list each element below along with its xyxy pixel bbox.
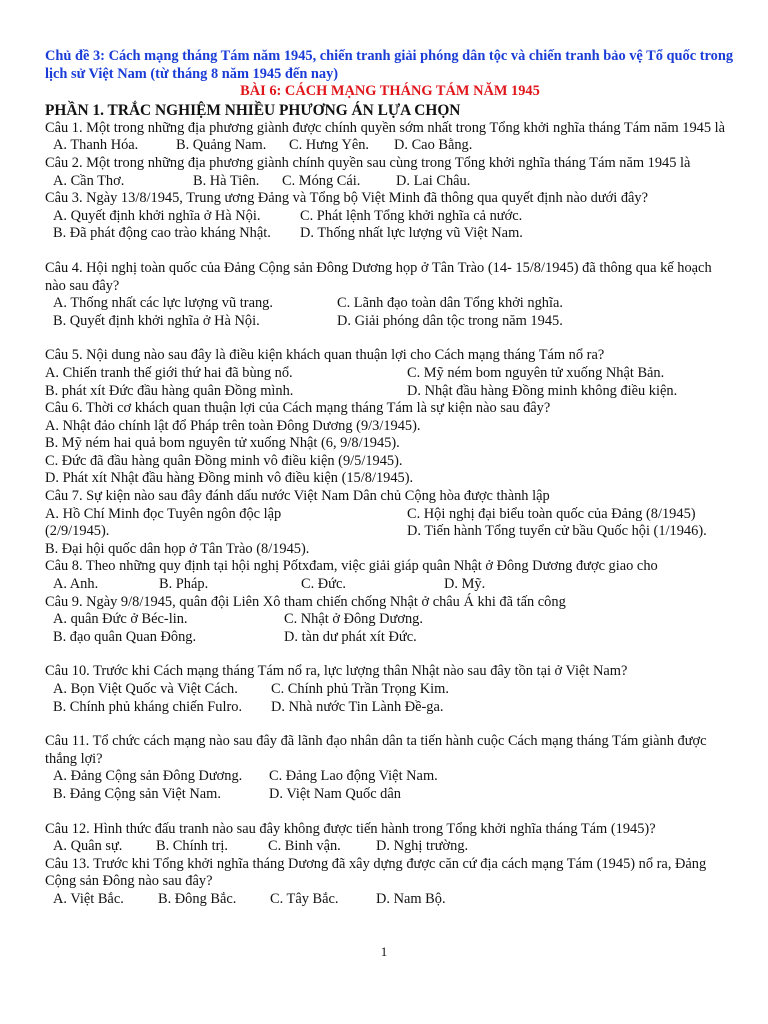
option: A. Hồ Chí Minh đọc Tuyên ngôn độc lập: [45, 505, 282, 522]
options-row: [45, 383, 735, 401]
question-13: Câu 13. Trước khi Tổng khởi nghĩa tháng Dương đã xây dựng được căn cứ địa cách mạng Tám (1945) nổ ra, Đảng Cộng sản Đông nào sau đây?: [45, 855, 707, 890]
options-row: [45, 225, 735, 243]
option: A. Việt Bắc.: [53, 890, 124, 907]
option: C. Móng Cái.: [282, 172, 361, 189]
option: A. Đảng Cộng sản Đông Dương.: [53, 768, 243, 785]
question-11: Câu 11. Tổ chức cách mạng nào sau đây đã lãnh đạo nhân dân ta tiến hành cuộc Cách mạng tháng Tám giành được thắng lợi?: [45, 733, 707, 767]
page-number: 1: [380, 944, 388, 959]
option: B. phát xít Đức đầu hàng quân Đồng mình.: [45, 382, 294, 399]
option: C. Đảng Lao động Việt Nam.: [269, 768, 438, 785]
option: D. Thống nhất lực lượng vũ Việt Nam.: [300, 225, 523, 242]
option: B. Đã phát động cao trào kháng Nhật.: [53, 225, 271, 242]
part-heading: PHẦN 1. TRẮC NGHIỆM NHIỀU PHƯƠNG ÁN LỰA CHỌN: [45, 101, 461, 119]
option: D. Tiến hành Tổng tuyển cử bầu Quốc hội (1/1946).: [407, 523, 707, 540]
option: D. Cao Bằng.: [394, 137, 473, 154]
options-row: [45, 611, 735, 629]
options-row: [45, 506, 735, 524]
option: B. Mỹ ném hai quả bom nguyên tử xuống Nhật (6, 9/8/1945).: [45, 435, 400, 452]
option: C. Phát lệnh Tổng khởi nghĩa cả nước.: [300, 207, 523, 224]
question-7: Câu 7. Sự kiện nào sau đây đánh dấu nước Việt Nam Dân chủ Cộng hòa được thành lập: [45, 488, 550, 505]
question-10: Câu 10. Trước khi Cách mạng tháng Tám nổ ra, lực lượng thân Nhật nào sau đây tồn tại ở Việt Nam?: [45, 663, 628, 680]
options-row: [45, 786, 735, 804]
options-row: [45, 295, 735, 313]
question-12: Câu 12. Hình thức đấu tranh nào sau đây không được tiến hành trong Tổng khởi nghĩa tháng Tám (1945)?: [45, 820, 656, 837]
option: B. Chính trị.: [156, 838, 228, 855]
options-row: [45, 173, 735, 191]
option: C. Binh vận.: [268, 838, 341, 855]
option: D. Nhật đầu hàng Đồng minh không điều kiện.: [407, 382, 678, 399]
option: B. Hà Tiên.: [193, 172, 260, 189]
options-row: [45, 891, 735, 909]
option: B. Chính phủ kháng chiến Fulro.: [53, 698, 243, 715]
options-row: [45, 313, 735, 331]
option: C. Đức.: [301, 576, 346, 593]
option: B. Đảng Cộng sản Việt Nam.: [53, 785, 221, 802]
option: D. Phát xít Nhật đầu hàng Đồng minh vô điều kiện (15/8/1945).: [45, 470, 414, 487]
lesson-title: BÀI 6: CÁCH MẠNG THÁNG TÁM NĂM 1945: [240, 83, 540, 100]
options-row: [45, 365, 735, 383]
page-content: [45, 48, 735, 909]
option: C. Đức đã đầu hàng quân Đồng minh vô điều kiện (9/5/1945).: [45, 452, 403, 469]
option: B. Quảng Nam.: [176, 137, 267, 154]
option: A. Bọn Việt Quốc và Việt Cách.: [53, 681, 238, 697]
question-3: Câu 3. Ngày 13/8/1945, Trung ương Đảng và Tổng bộ Việt Minh đã thông qua quyết định nào dưới đây?: [45, 190, 648, 207]
option: B. Đại hội quốc dân họp ở Tân Trào (8/1945).: [45, 540, 310, 557]
option: B. Quyết định khởi nghĩa ở Hà Nội.: [53, 312, 260, 329]
option: C. Hưng Yên.: [289, 137, 370, 154]
option: A. quân Đức ở Béc-lin.: [53, 611, 188, 628]
option: B. đạo quân Quan Đông.: [53, 628, 197, 645]
options-row: [45, 629, 735, 647]
option: B. Pháp.: [159, 576, 209, 593]
option: D. Giải phóng dân tộc trong năm 1945.: [337, 312, 563, 329]
option: C. Nhật ở Đông Dương.: [284, 611, 423, 628]
question-2: Câu 2. Một trong những địa phương giành chính quyền sau cùng trong Tổng khởi nghĩa tháng Tám năm 1945 là: [45, 154, 691, 171]
options-row: [45, 208, 735, 226]
options-row: [45, 137, 735, 155]
question-8: Câu 8. Theo những quy định tại hội nghị Pốtxđam, việc giải giáp quân Nhật ở Đông Dương được giao cho: [45, 558, 658, 575]
option: A. Cần Thơ.: [53, 172, 125, 189]
question-5: Câu 5. Nội dung nào sau đây là điều kiện khách quan thuận lợi cho Cách mạng tháng Tám nổ ra?: [45, 347, 605, 364]
question-4: Câu 4. Hội nghị toàn quốc của Đảng Cộng sản Đông Dương họp ở Tân Trào (14- 15/8/1945) đã thông qua kế hoạch nào sau đây?: [45, 259, 712, 294]
option: C. Tây Bắc.: [270, 890, 339, 907]
option: D. Mỹ.: [444, 576, 486, 593]
option: A. Quyết định khởi nghĩa ở Hà Nội.: [53, 207, 261, 224]
option: B. Đông Bắc.: [158, 890, 237, 907]
option: D. Việt Nam Quốc dân: [269, 785, 401, 802]
option: D. tàn dư phát xít Đức.: [284, 628, 417, 645]
options-row: [45, 838, 735, 856]
option: A. Nhật đảo chính lật đổ Pháp trên toàn Đông Dương (9/3/1945).: [45, 417, 421, 434]
option: (2/9/1945).: [45, 523, 110, 540]
option: D. Lai Châu.: [396, 172, 471, 189]
options-row: [45, 699, 735, 717]
option: C. Mỹ ném bom nguyên tử xuống Nhật Bản.: [407, 364, 665, 381]
options-row: [45, 523, 735, 541]
options-row: [45, 681, 735, 699]
option: C. Chính phủ Trần Trọng Kim.: [271, 681, 449, 697]
option: D. Nam Bộ.: [376, 890, 446, 907]
option: A. Chiến tranh thế giới thứ hai đã bùng nổ.: [45, 364, 293, 381]
options-row: [45, 768, 735, 786]
option: D. Nghị trường.: [376, 838, 469, 855]
option: D. Nhà nước Tin Lành Đề-ga.: [271, 698, 444, 715]
option: A. Quân sự.: [53, 838, 123, 855]
question-1: Câu 1. Một trong những địa phương giành được chính quyền sớm nhất trong Tổng khởi nghĩa tháng Tám năm 1945 là: [45, 119, 726, 136]
options-row: [45, 576, 735, 594]
question-9: Câu 9. Ngày 9/8/1945, quân đội Liên Xô tham chiến chống Nhật ở châu Á khi đã tấn công: [45, 593, 566, 610]
option: A. Anh.: [53, 576, 99, 593]
option: A. Thanh Hóa.: [53, 137, 139, 154]
option: C. Hội nghị đại biểu toàn quốc của Đảng (8/1945): [407, 505, 696, 522]
question-6: Câu 6. Thời cơ khách quan thuận lợi của Cách mạng tháng Tám là sự kiện nào sau đây?: [45, 400, 551, 417]
option: A. Thống nhất các lực lượng vũ trang.: [53, 295, 273, 312]
topic-heading: Chủ đề 3: Cách mạng tháng Tám năm 1945, chiến tranh giải phóng dân tộc và chiến tranh bảo vệ Tổ quốc trong lịch sử Việt Nam (từ tháng 8 năm 1945 đến nay): [45, 48, 734, 82]
option: C. Lãnh đạo toàn dân Tổng khởi nghĩa.: [337, 295, 563, 312]
